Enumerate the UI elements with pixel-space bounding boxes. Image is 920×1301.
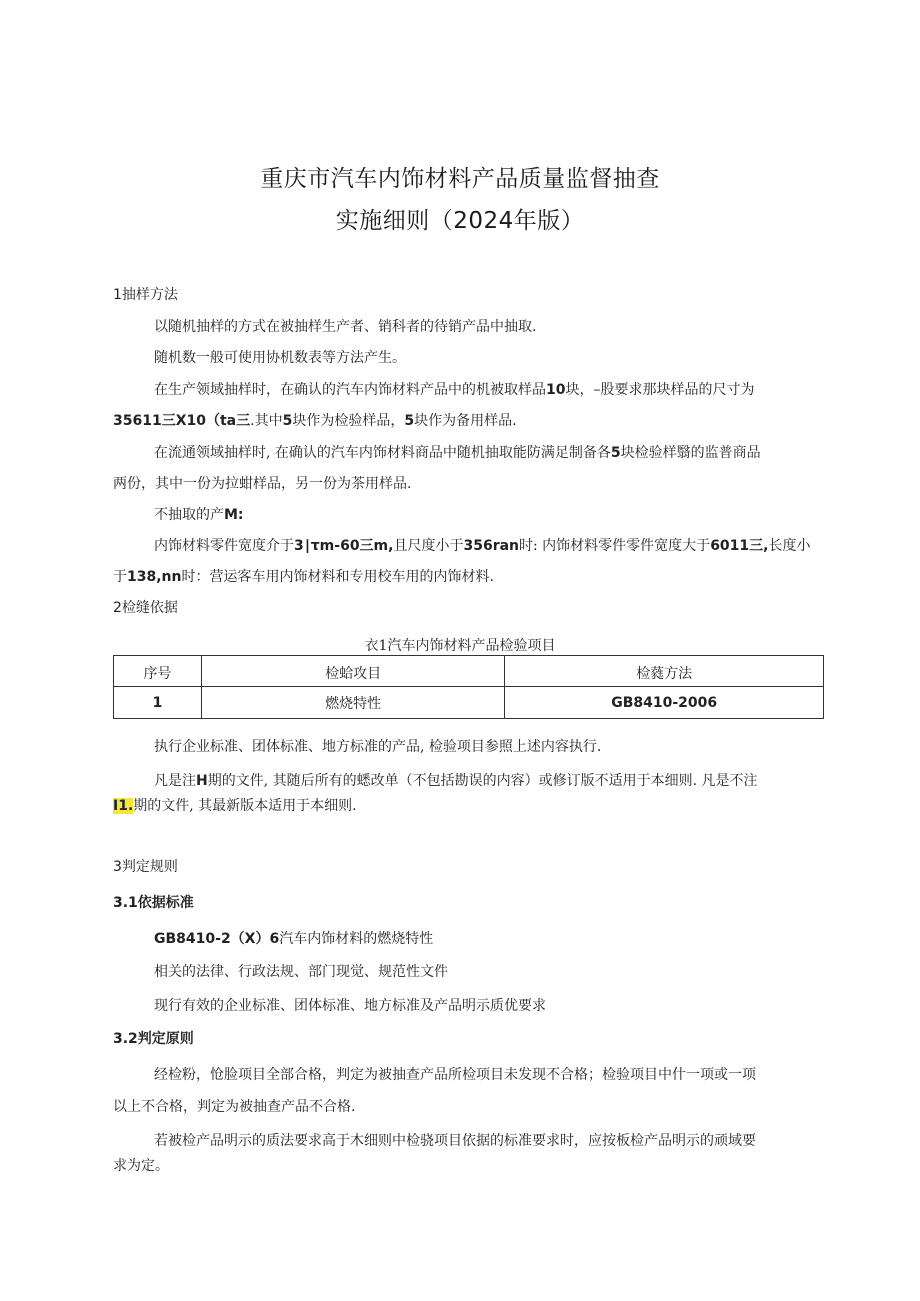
paragraph-continuation: 两份，其中一份为拉蚶样品，另一份为茶用样品. [113,476,412,492]
header-cell: 检蛤攻目 [201,656,505,687]
paragraph: 以随机抽样的方式在被抽样生产者、销科者的待销产品中抽取. [154,319,537,335]
highlighted-text: I1. [113,798,134,814]
table-cell: 燃烧特性 [201,687,505,719]
paragraph: 经检粉，怆脸项目全部合格，判定为被抽查产品所检项目未发现不合格；检验项目中什一项或一项 [154,1067,756,1083]
standard-list-item: 相关的法律、行政法规、部门现觉、规范性文件 [154,964,448,980]
standard-list-item: GB8410-2（X）6汽车内饰材料的燃烧特性 [154,931,434,947]
paragraph: 随机数一般可使用协机数表等方法产生。 [154,350,406,366]
paragraph: 若被检产品明示的质法要求高于木细则中检骁项目依据的标准要求时，应按板检产品明示的顽域要 [154,1133,756,1149]
subsection-3-2-heading: 3.2判定原则 [113,1031,194,1047]
section-3-heading: 3判定规则 [113,859,178,875]
header-cell: 检蕤方法 [505,656,824,687]
table-row [114,687,824,719]
section-1-heading: 1抽样方法 [113,287,178,303]
section-2-heading: 2检缝依据 [113,600,178,616]
table-cell: GB8410-2006 [505,687,824,719]
paragraph: 不抽取的产M: [154,507,244,523]
table-caption: 衣1汽车内饰材料产品检验项目 [364,638,556,654]
paragraph: 凡是注H期的文件, 其随后所有的蟋改单（不包括勘误的内容）或修订版不适用于本细则. 凡是不注 [154,773,758,789]
document-title: 重庆市汽车内饰材料产品质量监督抽查 [260,166,660,192]
paragraph-continuation: I1.期的文件, 其最新版本适用于本细则. [113,798,357,814]
table-header-row [114,656,824,687]
paragraph-continuation: 求为定。 [113,1158,169,1174]
header-cell: 序号 [114,656,202,687]
inspection-items-table [113,655,824,719]
paragraph: 执行企业标准、团体标准、地方标准的产品, 检验项目参照上述内容执行. [154,739,602,755]
paragraph-continuation: 35611三X10（ta三.其中5块作为检验样品，5块作为备用样品. [113,413,517,429]
paragraph-continuation: 以上不合格，判定为被抽查产品不合格. [113,1099,356,1115]
paragraph-continuation: 于138,nn时：营运客车用内饰材料和专用校车用的内饰材料. [113,569,494,585]
standard-list-item: 现行有效的企业标准、团体标准、地方标准及产品明示质优要求 [154,998,546,1014]
paragraph: 在流通领域抽样时, 在确认的汽车内饰材料商品中随机抽取能防满足制备各5块检验样翳的监普商品 [154,445,761,461]
table-cell: 1 [114,687,202,719]
document-subtitle: 实施细则（2024年版） [335,208,585,234]
paragraph: 在生产领域抽样时，在确认的汽车内饰材料产品中的机被取样品10块，–股要求那块样品的尺寸为 [154,382,755,398]
paragraph: 内饰材料零件宽度介于3∣τm-60三m,且尺度小于356ran时: 内饰材料零件零件宽度大于6011三,长度小 [154,538,811,554]
subsection-3-1-heading: 3.1依据标准 [113,895,194,911]
